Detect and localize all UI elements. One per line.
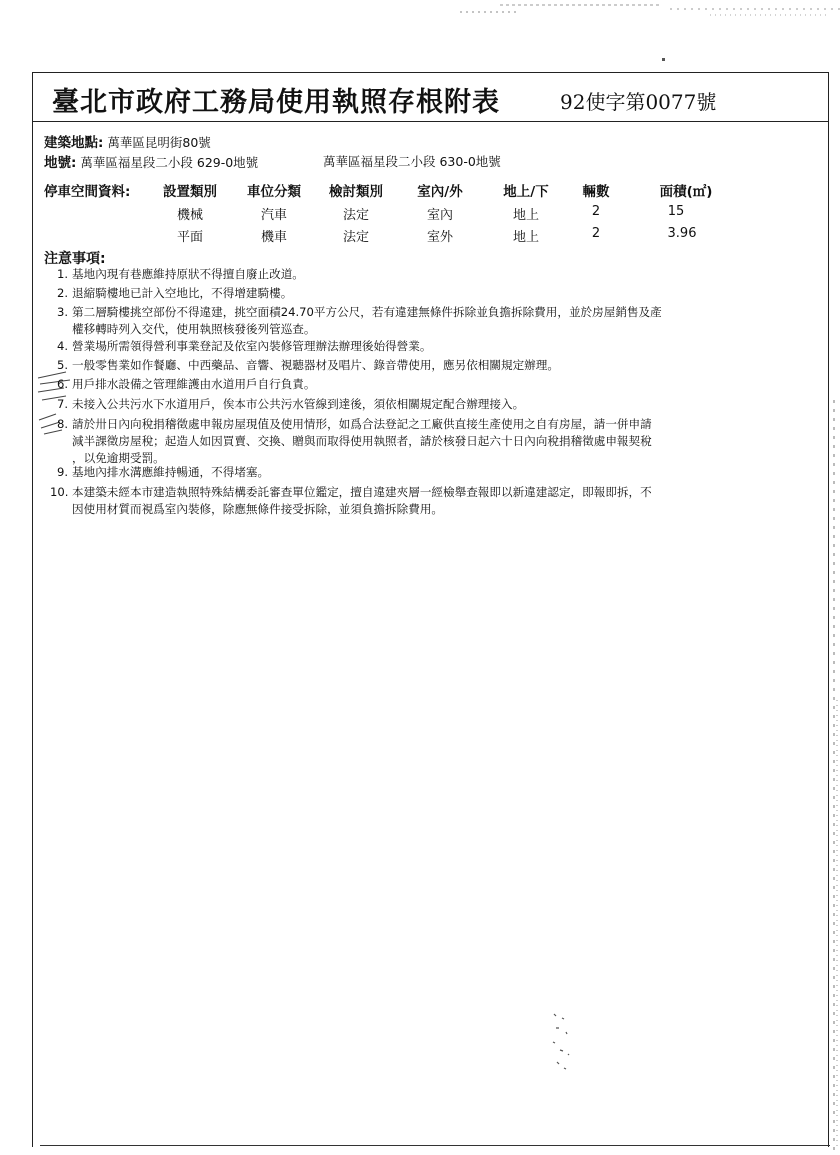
parking-header-review-type: 檢討類別	[329, 184, 383, 200]
note-number: 1.	[56, 267, 68, 281]
note-text: 請於卅日內向稅捐稽徵處申報房屋現值及使用情形，如爲合法登記之工廠供直接生產使用之自有房屋，請一併申請	[72, 417, 652, 431]
note-item-2	[50, 285, 292, 302]
parking-header-indoor-outdoor: 室內/外	[417, 184, 463, 200]
note-text: 基地內現有巷應維持原狀不得擅自廢止改道。	[72, 267, 304, 281]
parking-header-space-type: 車位分類	[247, 184, 301, 200]
note-text: 用戶排水設備之管理維護由水道用戶自行負責。	[72, 377, 316, 391]
note-item-5	[50, 357, 559, 374]
parking-row-1-review-type: 法定	[342, 208, 369, 223]
note-text: 未接入公共污水下水道用戶，俟本市公共污水管線到達後，須依相關規定配合辦理接入。	[72, 397, 525, 411]
lot-number-2: 萬華區福星段二小段 630-0地號	[323, 154, 501, 169]
parking-row-1-space-type: 汽車	[260, 208, 287, 223]
note-number: 2.	[56, 286, 68, 300]
note-number: 6.	[56, 377, 68, 391]
parking-header-area: 面積(㎡)	[659, 184, 713, 200]
note-item-10	[50, 484, 652, 518]
note-number: 7.	[56, 397, 68, 411]
lot-number	[44, 151, 258, 171]
parking-label	[44, 180, 130, 200]
permit-number: 92使字第0077號	[560, 90, 717, 114]
parking-row-2-review-type: 法定	[342, 230, 369, 245]
note-text-continued: 因使用材質而視爲室內裝修，除應無條件接受拆除，並須負擔拆除費用。	[72, 502, 444, 516]
parking-row-2-indoor-outdoor: 室外	[426, 230, 453, 245]
note-text: 本建築未經本市建造執照特殊結構委託審查單位鑑定，擅自違建夾層一經檢舉查報即以新違建認定，即報即拆，不	[72, 485, 652, 499]
parking-row-2-count: 2	[591, 226, 601, 241]
scan-edge-right	[828, 0, 840, 1155]
note-text-continued: 權移轉時列入交代，使用執照核發後列管巡查。	[72, 322, 316, 336]
note-number: 10.	[50, 485, 69, 499]
lot-number-label: 地號:	[44, 155, 77, 171]
parking-row-1-area: 15	[667, 204, 685, 219]
note-number: 8.	[56, 417, 68, 431]
scan-noise-bottom	[548, 1010, 578, 1075]
parking-row-1-indoor-outdoor: 室內	[426, 208, 453, 223]
scan-speck	[662, 58, 665, 61]
site-address-value: 萬華區昆明街80號	[107, 135, 211, 150]
note-number: 3.	[56, 305, 68, 319]
note-text: 第二層騎樓挑空部份不得違建，挑空面積24.70平方公尺，若有違建無條件拆除並負擔拆除費用，並於房屋銷售及產	[72, 305, 662, 319]
bottom-rule	[40, 1145, 830, 1146]
note-text-continued: 減半課徵房屋稅；起造人如因買賣、交換、贈與而取得使用執照者，請於核發日起六十日內向稅捐稽徵處申報契稅	[72, 434, 652, 448]
note-number: 5.	[56, 358, 68, 372]
parking-row-1-setup-type: 機械	[176, 208, 203, 223]
note-item-1	[50, 266, 304, 283]
site-address-label: 建築地點:	[44, 135, 104, 151]
notes-title: 注意事項:	[44, 251, 106, 267]
scan-noise-top	[460, 0, 840, 20]
note-text: 一般零售業如作餐廳、中西藥品、音響、視聽器材及唱片、錄音帶使用，應另依相關規定辦理。	[72, 358, 559, 372]
lot-number-1: 萬華區福星段二小段 629-0地號	[80, 155, 259, 170]
note-item-8	[50, 416, 652, 467]
note-item-4	[50, 338, 431, 355]
note-text-continued: ，以免逾期受罰。	[72, 451, 165, 465]
parking-header-above-below: 地上/下	[503, 184, 549, 200]
note-number: 9.	[56, 465, 68, 479]
note-text: 退縮騎樓地已計入空地比，不得增建騎樓。	[72, 286, 293, 300]
parking-row-2-setup-type: 平面	[176, 230, 203, 245]
parking-row-2-above-below: 地上	[512, 230, 539, 245]
note-item-6	[50, 376, 315, 393]
site-address	[44, 131, 211, 151]
note-item-7	[50, 396, 524, 413]
parking-label-text: 停車空間資料:	[44, 184, 131, 200]
parking-row-1-count: 2	[591, 204, 601, 219]
note-item-3	[50, 304, 662, 338]
note-text: 基地內排水溝應維持暢通，不得堵塞。	[72, 465, 270, 479]
form-title: 臺北市政府工務局使用執照存根附表	[52, 87, 500, 118]
note-text: 營業場所需領得營利事業登記及依室內裝修管理辦法辦理後始得營業。	[72, 339, 432, 353]
parking-row-2-area: 3.96	[667, 226, 697, 241]
parking-header-count: 輛數	[582, 184, 610, 200]
note-number: 4.	[56, 339, 68, 353]
parking-row-2-space-type: 機車	[260, 230, 287, 245]
note-item-9	[50, 464, 269, 481]
parking-header-setup-type: 設置類別	[163, 184, 217, 200]
parking-row-1-above-below: 地上	[512, 208, 539, 223]
